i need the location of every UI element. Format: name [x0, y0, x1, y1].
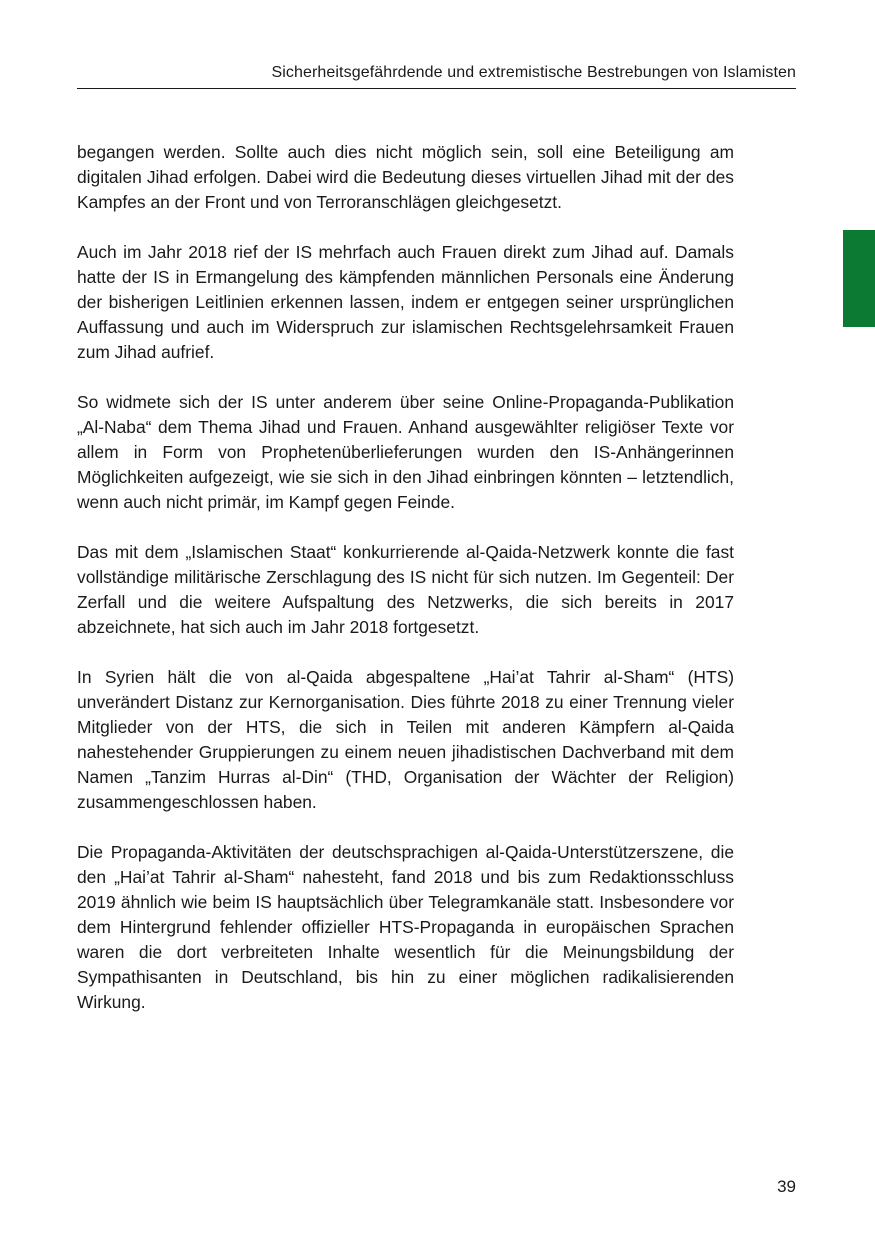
body-text — [77, 140, 734, 1040]
running-header — [77, 62, 796, 89]
paragraph: In Syrien hält die von al-Qaida abgespaltene „Hai’at Tahrir al-Sham“ (HTS) unverändert Distanz zur Kernorganisation. Dies führte 2018 zu einer Trennung vieler Mitglieder von der HTS, die sich in Teilen mit anderen Kämpfern al-Qaida nahestehender Gruppierungen zu einem neuen jihadistischen Dachverband mit dem Namen „Tanzim Hurras al-Din“ (THD, Organisation der Wächter der Religion) zusammengeschlossen haben. — [77, 667, 734, 812]
paragraph: So widmete sich der IS unter anderem über seine Online-Propaganda-Publikation „Al-Naba“ dem Thema Jihad und Frauen. Anhand ausgewählter religiöser Texte vor allem in Form von Prophetenüberlieferungen wurden den IS-Anhängerinnen Möglichkeiten aufgezeigt, wie sie sich in den Jihad einbringen könnten – letztendlich, wenn auch nicht primär, im Kampf gegen Feinde. — [77, 392, 734, 512]
paragraph: Auch im Jahr 2018 rief der IS mehrfach auch Frauen direkt zum Jihad auf. Damals hatte der IS in Ermangelung des kämpfenden männlichen Personals eine Änderung der bisherigen Leitlinien erkennen lassen, indem er entgegen seiner ursprünglichen Auffassung und auch im Widerspruch zur islamischen Rechtsgelehrsamkeit Frauen zum Jihad aufrief. — [77, 242, 734, 362]
paragraph: Das mit dem „Islamischen Staat“ konkurrierende al-Qaida-Netzwerk konnte die fast vollständige militärische Zerschlagung des IS nicht für sich nutzen. Im Gegenteil: Der Zerfall und die weitere Aufspaltung des Netzwerks, die sich bereits in 2017 abzeichnete, hat sich auch im Jahr 2018 fortgesetzt. — [77, 542, 734, 637]
section-tab-marker — [843, 230, 875, 327]
paragraph: begangen werden. Sollte auch dies nicht möglich sein, soll eine Beteiligung am digitalen Jihad erfolgen. Dabei wird die Bedeutung dieses virtuellen Jihad mit der des Kampfes an der Front und von Terroranschlägen gleichgesetzt. — [77, 142, 734, 212]
page-number: 39 — [777, 1177, 796, 1196]
running-header-title: Sicherheitsgefährdende und extremistische Bestrebungen von Islamisten — [271, 64, 796, 81]
paragraph: Die Propaganda-Aktivitäten der deutschsprachigen al-Qaida-Unterstützerszene, die den „Hai’at Tahrir al-Sham“ nahesteht, fand 2018 und bis zum Redaktionsschluss 2019 ähnlich wie beim IS hauptsächlich über Telegramkanäle statt. Insbesondere vor dem Hintergrund fehlender offizieller HTS-Propaganda in europäischen Sprachen waren die dort verbreiteten Inhalte wesentlich für die Meinungsbildung der Sympathisanten in Deutschland, bis hin zu einer möglichen radikalisierenden Wirkung. — [77, 842, 734, 1012]
